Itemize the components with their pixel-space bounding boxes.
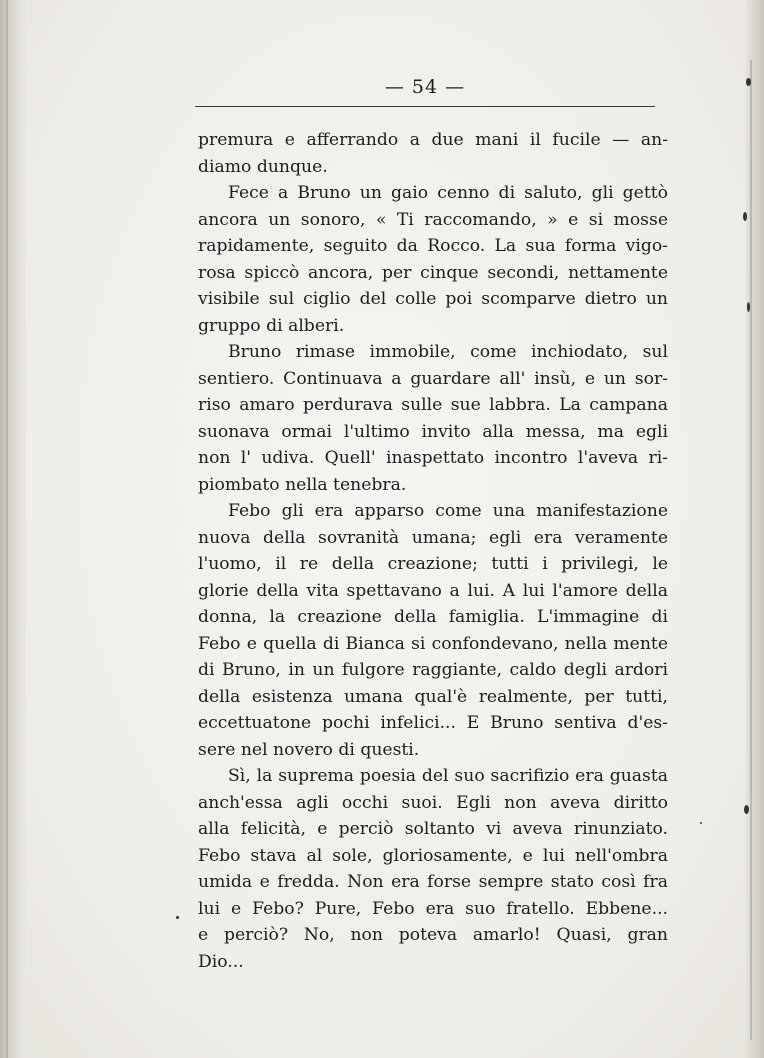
scan-speck [743,212,747,221]
text-line: Febo e quella di Bianca si confondevano, nella mente [198,633,668,654]
text-line: nuova della sovranità umana; egli era veramente [198,527,668,548]
text-line: Febo gli era apparso come una manifestazione [228,501,668,521]
text-line: ancora un sonoro, « Ti raccomando, » e si mosse [198,209,668,230]
text-line: gruppo di alberi. [198,315,345,336]
text-line: non l' udiva. Quell' inaspettato incontro l'aveva ri- [198,448,668,468]
header-rule [195,106,655,107]
text-line: rosa spiccò ancora, per cinque secondi, nettamente [198,262,668,283]
text-line: diamo dunque. [198,156,328,177]
text-line: riso amaro perdurava sulle sue labbra. La campana [198,395,668,415]
scan-speck [747,302,750,312]
text-line: Sì, la suprema poesia del suo sacrifizio era guasta [228,766,668,786]
text-line: rapidamente, seguito da Rocco. La sua forma vigo- [198,236,668,256]
text-line: Febo stava al sole, gloriosamente, e lui nell'ombra [198,845,668,866]
text-line: anch'essa agli occhi suoi. Egli non aveva diritto [198,792,668,813]
text-line: sere nel novero di questi. [198,739,420,760]
text-line: Dio... [198,951,244,972]
body-text [198,127,668,975]
scan-speck [700,822,702,824]
text-line: alla felicità, e perciò soltanto vi aveva rinunziato. [198,819,668,839]
text-line: sentiero. Continuava a guardare all' insù, e un sor- [198,368,668,389]
text-line: donna, la creazione della famiglia. L'immagine di [198,607,668,627]
text-line: e perciò? No, non poteva amarlo! Quasi, gran [198,925,668,945]
text-line: l'uomo, il re della creazione; tutti i privilegi, le [198,554,668,574]
text-line: visibile sul ciglio del colle poi scomparve dietro un [198,289,668,309]
text-line: premura e afferrando a due mani il fucile — an- [198,130,668,150]
scan-speck [176,916,179,919]
page-right-edge [746,0,764,1058]
text-line: suonava ormai l'ultimo invito alla messa, ma egli [198,421,668,442]
scan-speck [746,78,751,86]
text-line: lui e Febo? Pure, Febo era suo fratello. Ebbene... [198,898,668,919]
text-line: Fece a Bruno un gaio cenno di saluto, gli gettò [228,183,668,203]
page-number: — 54 — [384,76,466,98]
text-line: della esistenza umana qual'è realmente, per tutti, [198,686,668,707]
text-line: glorie della vita spettavano a lui. A lui l'amore della [198,580,668,601]
scan-speck [744,805,749,814]
page-left-edge [0,0,26,1058]
text-line: piombato nella tenebra. [198,474,407,495]
text-line: eccettuatone pochi infelici... E Bruno sentiva d'es- [198,713,668,733]
text-line: di Bruno, in un fulgore raggiante, caldo degli ardori [198,660,668,680]
text-line: umida e fredda. Non era forse sempre stato così fra [198,872,668,892]
text-line: Bruno rimase immobile, come inchiodato, sul [228,342,668,362]
